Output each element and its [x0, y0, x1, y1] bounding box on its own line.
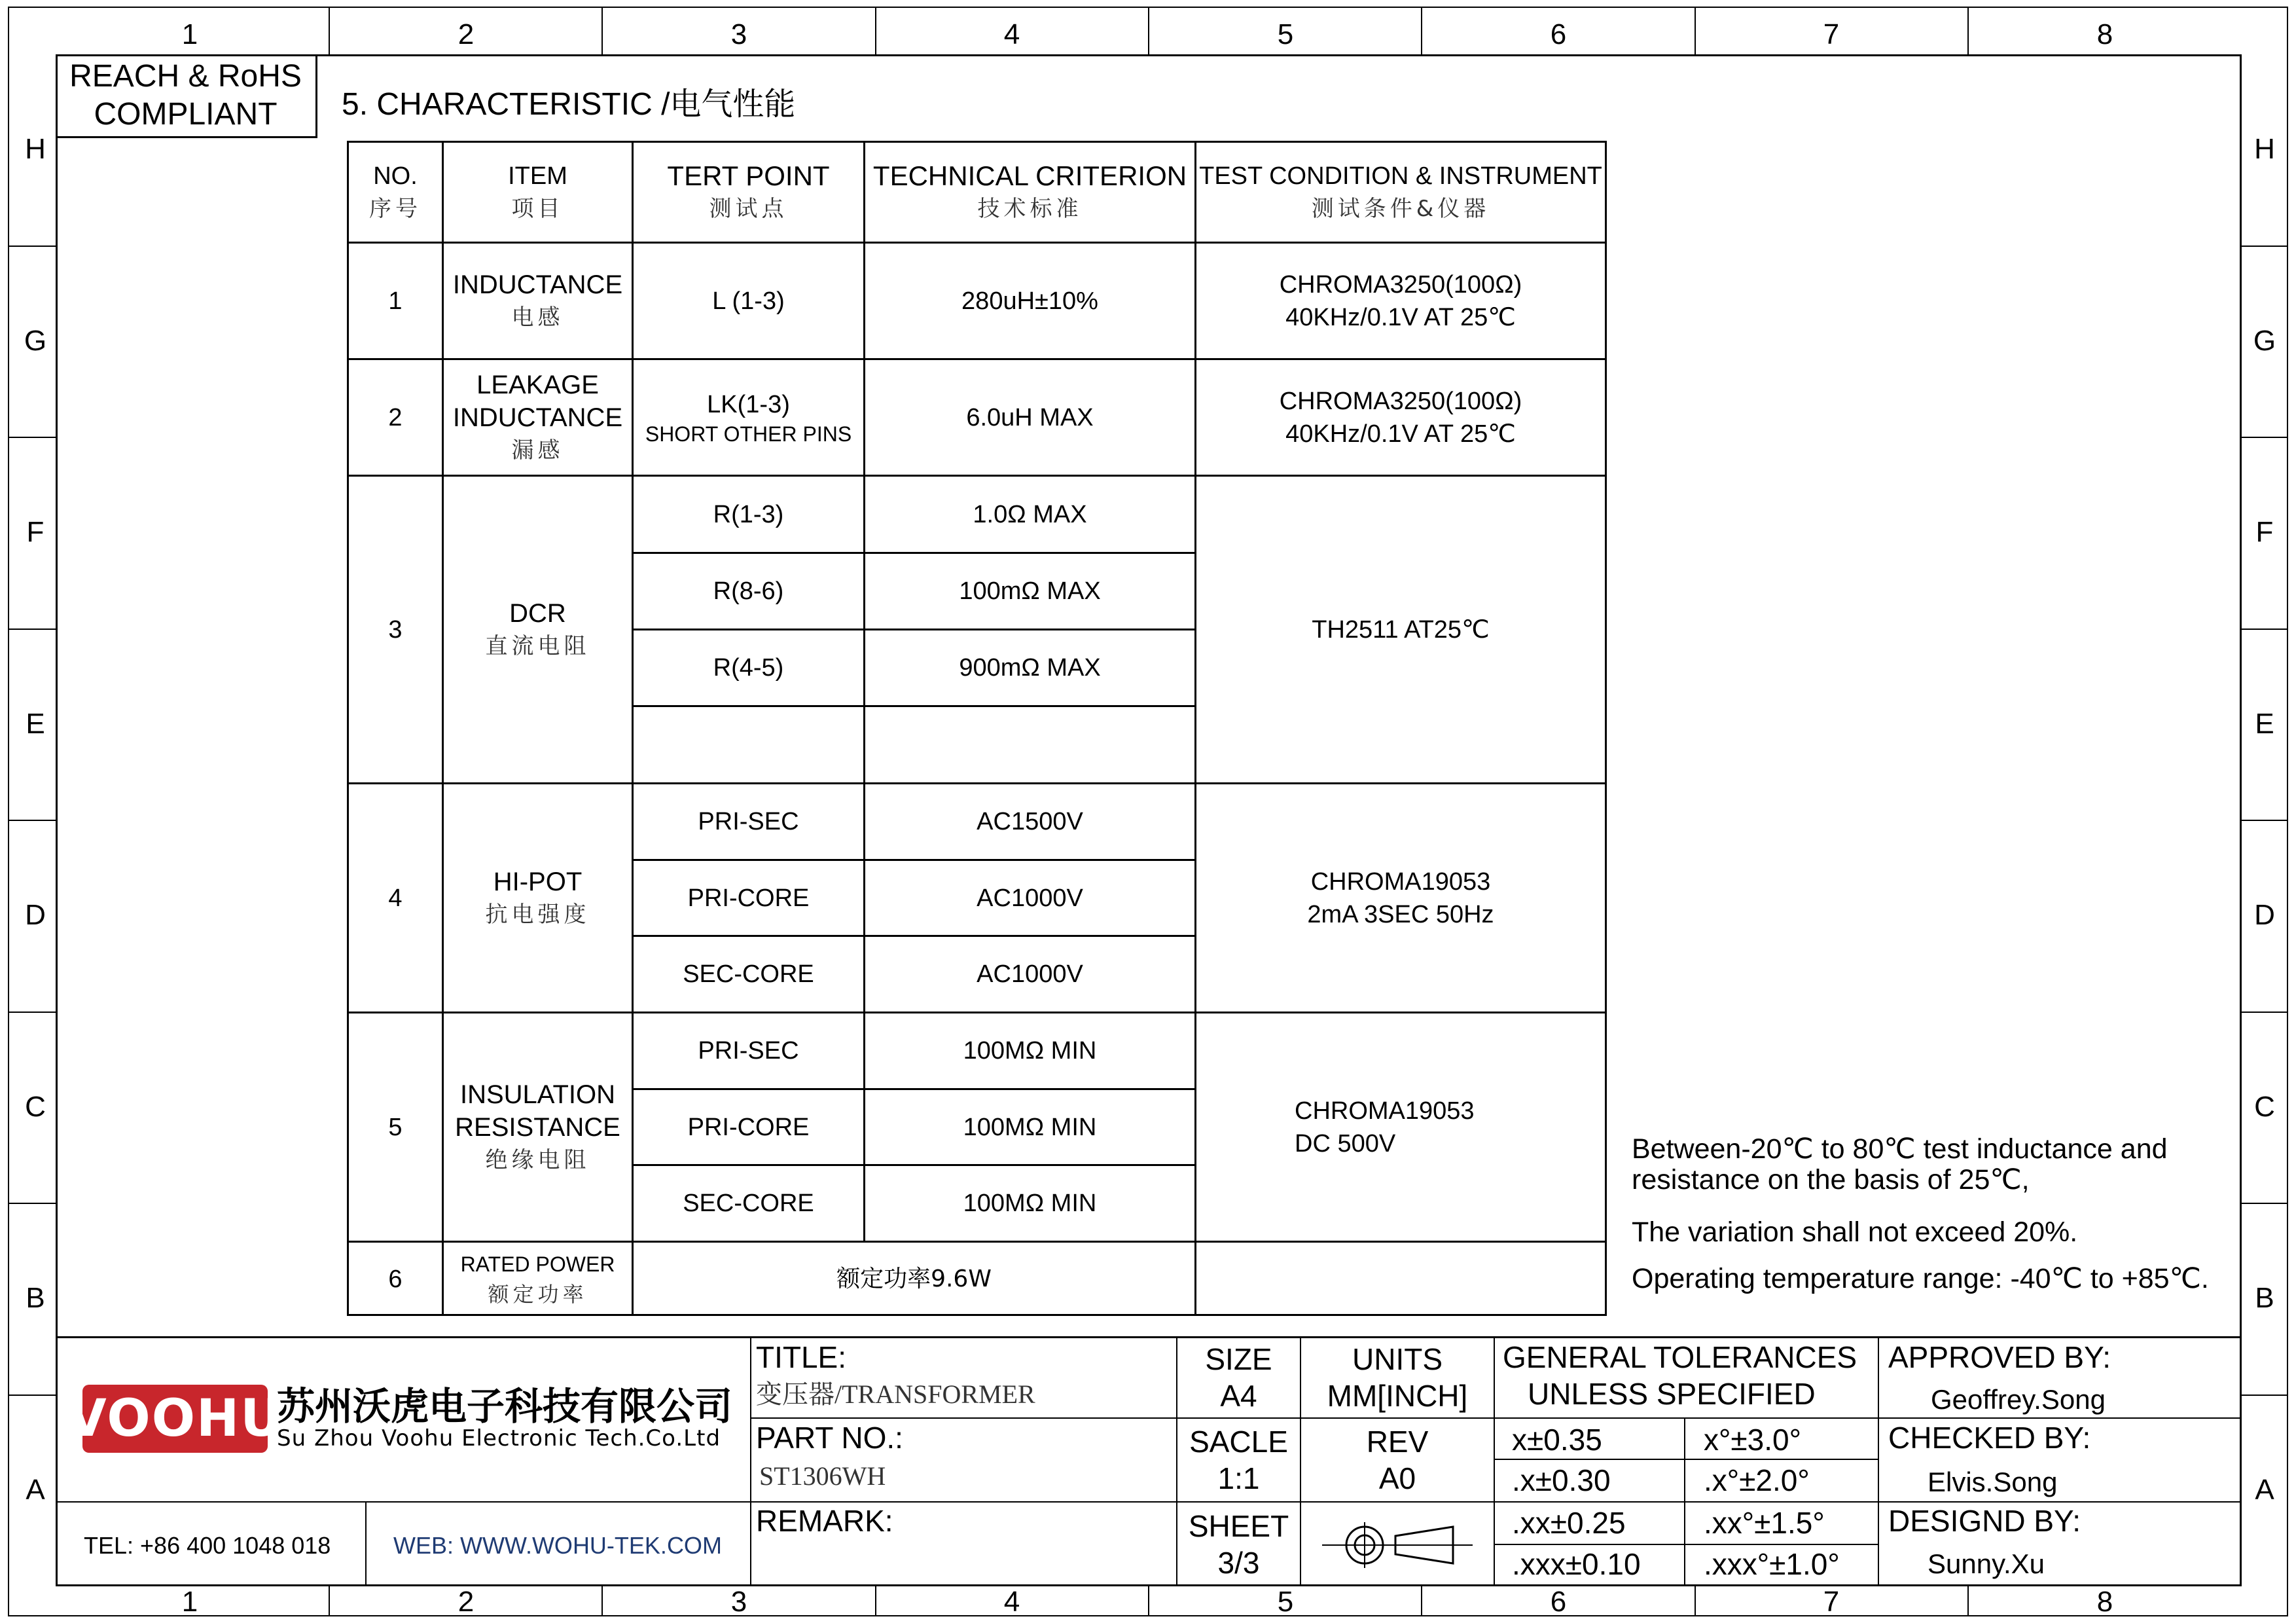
- approved-name: Geoffrey.Song: [1931, 1384, 2106, 1415]
- title-block-line: [1494, 1544, 1878, 1545]
- row4-point-1: PRI-SEC: [698, 808, 799, 835]
- designed-name: Sunny.Xu: [1928, 1548, 2045, 1579]
- row1-point: L (1-3): [712, 287, 785, 315]
- row5-criterion-1: 100MΩ MIN: [963, 1037, 1097, 1065]
- zone-row-label: B: [26, 1282, 45, 1314]
- row4-criterion-2: AC1000V: [977, 884, 1083, 912]
- row5-item-en1: INSULATION: [459, 1080, 616, 1109]
- units-label: UNITS: [1352, 1342, 1443, 1376]
- compliance-box: [56, 54, 317, 138]
- zone-col-label: 6: [1550, 1586, 1567, 1618]
- row1-criterion: 280uH±10%: [961, 287, 1098, 315]
- row6-item-en: RATED POWER: [460, 1252, 615, 1276]
- tolerance-8: .xxx°±1.0°: [1704, 1547, 1840, 1581]
- section-title: 5. CHARACTERISTIC /电气性能: [342, 87, 796, 122]
- title-value: 变压器/TRANSFORMER: [756, 1379, 1035, 1409]
- row-divider: [8, 1203, 56, 1204]
- sheet-cell: [1177, 1503, 1300, 1586]
- zone-row-label: A: [2255, 1474, 2274, 1506]
- row5-point-3: SEC-CORE: [683, 1190, 814, 1217]
- row-divider: [8, 1012, 56, 1013]
- col-divider: [1148, 1586, 1149, 1616]
- note-line2: resistance on the basis of 25℃,: [1632, 1164, 2030, 1195]
- zone-row-label: E: [26, 708, 45, 740]
- col-divider: [875, 1586, 876, 1616]
- tolerance-4: .x°±2.0°: [1704, 1463, 1810, 1497]
- col-divider: [329, 1586, 330, 1616]
- tolerances-title-1: GENERAL TOLERANCES: [1503, 1340, 1857, 1374]
- row2-condition-2: 40KHz/0.1V AT 25℃: [1285, 420, 1516, 448]
- col-divider: [1695, 1586, 1696, 1616]
- row2-item-cn: 漏感: [511, 437, 564, 464]
- zone-col-label: 7: [1823, 1586, 1840, 1618]
- col-divider: [875, 7, 876, 54]
- note-line4: Operating temperature range: -40℃ to +85℃.: [1632, 1263, 2209, 1294]
- row5-point-2: PRI-CORE: [687, 1113, 810, 1141]
- row1-condition-2: 40KHz/0.1V AT 25℃: [1285, 303, 1516, 331]
- rev-label: REV: [1366, 1425, 1429, 1459]
- row4-condition-1: CHROMA19053: [1310, 867, 1491, 896]
- row6-item: [444, 1243, 632, 1316]
- zone-col-label: 5: [1277, 18, 1294, 50]
- sheet-label: SHEET: [1188, 1509, 1289, 1543]
- row4-item-en: HI-POT: [493, 867, 583, 896]
- row2-no: 2: [388, 403, 403, 431]
- row3-criterion-1: 1.0Ω MAX: [973, 500, 1087, 528]
- rev-cell: [1301, 1419, 1494, 1501]
- col-divider: [1967, 1586, 1969, 1616]
- zone-row-label: G: [2253, 325, 2276, 357]
- compliance-line1: REACH & RoHS: [69, 58, 302, 94]
- zone-col-label: 3: [730, 18, 747, 50]
- company-name-en: Su Zhou Voohu Electronic Tech.Co.Ltd: [277, 1425, 721, 1451]
- zone-row-label: D: [2254, 899, 2275, 931]
- row-divider: [8, 820, 56, 821]
- title-block-top: [56, 1336, 2242, 1338]
- tolerances-title-2: UNLESS SPECIFIED: [1528, 1377, 1816, 1411]
- rev-value: A0: [1378, 1461, 1416, 1495]
- company-web: WEB: WWW.WOHU-TEK.COM: [393, 1532, 722, 1559]
- tolerance-1: x±0.35: [1512, 1423, 1602, 1457]
- title-block-line: [1494, 1336, 1495, 1586]
- zone-row-label: C: [2254, 1091, 2275, 1123]
- scale-label: SACLE: [1189, 1425, 1288, 1459]
- row3-item: [444, 477, 632, 782]
- col-divider: [329, 7, 330, 54]
- row2-item: [444, 360, 632, 475]
- row5-no: 5: [388, 1113, 403, 1141]
- zone-col-label: 6: [1550, 18, 1567, 50]
- row5-condition: [1196, 1013, 1605, 1241]
- company-name-cn: 苏州沃虎电子科技有限公司: [277, 1384, 733, 1429]
- title-block-line: [1878, 1417, 2242, 1419]
- row5-item: [444, 1013, 632, 1241]
- header-no-en: NO.: [373, 162, 418, 190]
- header-item-cn: 项目: [511, 195, 564, 222]
- row2-point-sub: SHORT OTHER PINS: [645, 422, 852, 446]
- row3-item-en: DCR: [509, 598, 566, 628]
- header-no: [349, 143, 442, 242]
- zone-row-label: F: [2255, 516, 2274, 548]
- units-cell: [1301, 1338, 1494, 1417]
- row2-point-main: LK(1-3): [707, 390, 790, 418]
- tolerance-7: .xxx±0.10: [1512, 1547, 1641, 1581]
- tolerance-6: .xx°±1.5°: [1704, 1506, 1825, 1540]
- zone-row-label: H: [2254, 133, 2275, 165]
- header-criterion-cn: 技术标准: [977, 195, 1083, 222]
- row-divider: [2242, 246, 2288, 247]
- title-block-line: [1494, 1459, 1878, 1460]
- title-block-line: [750, 1336, 751, 1586]
- row5-criterion-2: 100MΩ MIN: [963, 1113, 1097, 1141]
- zone-col-label: 7: [1823, 18, 1840, 50]
- row2-item-en2: INDUCTANCE: [452, 403, 623, 432]
- zone-col-label: 1: [181, 1586, 198, 1618]
- col-divider: [601, 1586, 603, 1616]
- company-logo: [67, 1385, 283, 1453]
- row4-condition-2: 2mA 3SEC 50Hz: [1307, 900, 1494, 928]
- remark-label: REMARK:: [756, 1504, 893, 1538]
- col-divider: [1148, 7, 1149, 54]
- title-block-line: [56, 1501, 751, 1503]
- zone-row-label: B: [2255, 1282, 2274, 1314]
- header-criterion: [865, 143, 1194, 242]
- row2-point: [634, 360, 863, 475]
- title-block-line: [1878, 1336, 1879, 1586]
- row5-criterion-3: 100MΩ MIN: [963, 1190, 1097, 1217]
- units-value: MM[INCH]: [1327, 1379, 1468, 1413]
- size-label: SIZE: [1205, 1342, 1272, 1376]
- col-divider: [601, 7, 603, 54]
- header-item: [444, 143, 632, 242]
- tolerance-2: x°±3.0°: [1704, 1423, 1801, 1457]
- row1-item-cn: 电感: [511, 304, 564, 331]
- scale-cell: [1177, 1419, 1300, 1501]
- row5-condition-2: DC 500V: [1295, 1129, 1396, 1158]
- row1-condition: [1196, 244, 1605, 358]
- row-divider: [8, 437, 56, 438]
- part-value: ST1306WH: [759, 1461, 886, 1491]
- row6-value: 额定功率9.6W: [836, 1266, 992, 1292]
- header-no-cn: 序号: [369, 195, 422, 222]
- row-divider: [2242, 1203, 2288, 1204]
- zone-col-label: 8: [2096, 18, 2113, 50]
- row-divider: [2242, 1395, 2288, 1396]
- table-subline: [632, 705, 1194, 707]
- zone-row-label: F: [26, 516, 45, 548]
- checked-label: CHECKED BY:: [1888, 1421, 2091, 1455]
- row1-condition-1: CHROMA3250(100Ω): [1279, 270, 1522, 299]
- zone-row-label: E: [2255, 708, 2274, 740]
- col-divider: [1695, 7, 1696, 54]
- row6-item-cn: 额定功率: [488, 1282, 588, 1307]
- approved-label: APPROVED BY:: [1888, 1340, 2111, 1374]
- row4-point-3: SEC-CORE: [683, 960, 814, 988]
- part-label: PART NO.:: [756, 1421, 903, 1455]
- size-cell: [1177, 1338, 1300, 1417]
- tolerance-5: .xx±0.25: [1512, 1506, 1626, 1540]
- row4-item: [444, 784, 632, 1012]
- title-label: TITLE:: [756, 1340, 847, 1374]
- company-tel: TEL: +86 400 1048 018: [84, 1532, 331, 1559]
- row-divider: [2242, 1012, 2288, 1013]
- compliance-line2: COMPLIANT: [94, 96, 278, 132]
- col-divider: [1421, 1586, 1422, 1616]
- row4-no: 4: [388, 884, 403, 912]
- row4-condition: [1196, 784, 1605, 1012]
- zone-col-label: 2: [457, 18, 475, 50]
- zone-row-label: H: [25, 133, 46, 165]
- row2-item-en1: LEAKAGE: [476, 370, 599, 399]
- row4-point-2: PRI-CORE: [687, 884, 810, 912]
- designed-label: DESIGND BY:: [1888, 1504, 2081, 1538]
- row3-no: 3: [388, 615, 403, 644]
- zone-col-label: 1: [181, 18, 198, 50]
- zone-col-label: 2: [457, 1586, 475, 1618]
- row3-point-3: R(4-5): [713, 654, 784, 682]
- zone-col-label: 4: [1003, 18, 1020, 50]
- row3-point-1: R(1-3): [713, 500, 784, 528]
- zone-col-label: 8: [2096, 1586, 2113, 1618]
- zone-col-label: 3: [730, 1586, 747, 1618]
- logo-text: VOOHU: [67, 1389, 283, 1448]
- row3-condition: TH2511 AT25℃: [1312, 615, 1490, 644]
- row2-condition: [1196, 360, 1605, 475]
- zone-row-label: C: [25, 1091, 46, 1123]
- size-value: A4: [1220, 1379, 1257, 1413]
- header-test-point: [634, 143, 863, 242]
- row1-item-en: INDUCTANCE: [452, 270, 623, 299]
- header-condition-cn: 测试条件&仪器: [1311, 195, 1490, 222]
- scale-value: 1:1: [1217, 1461, 1260, 1495]
- note-line1: Between-20℃ to 80℃ test inductance and: [1632, 1133, 2168, 1165]
- header-condition: [1196, 143, 1605, 242]
- row6-no: 6: [388, 1266, 403, 1293]
- sheet-value: 3/3: [1217, 1546, 1260, 1580]
- header-condition-en: TEST CONDITION & INSTRUMENT: [1199, 162, 1602, 190]
- header-criterion-en: TECHNICAL CRITERION: [872, 160, 1187, 191]
- zone-col-label: 5: [1277, 1586, 1294, 1618]
- row5-condition-1: CHROMA19053: [1295, 1097, 1475, 1125]
- row-divider: [8, 1395, 56, 1396]
- row-divider: [8, 629, 56, 630]
- row4-criterion-3: AC1000V: [977, 960, 1083, 988]
- col-divider: [1967, 7, 1969, 54]
- zone-row-label: G: [24, 325, 47, 357]
- row5-item-en2: RESISTANCE: [455, 1112, 620, 1142]
- row4-criterion-1: AC1500V: [977, 808, 1083, 835]
- row5-item-cn: 绝缘电阻: [485, 1146, 590, 1173]
- header-test-point-cn: 测试点: [709, 195, 788, 222]
- title-block-line: [365, 1501, 367, 1586]
- zone-row-label: D: [25, 899, 46, 931]
- header-test-point-en: TERT POINT: [667, 160, 830, 191]
- row1-no: 1: [388, 287, 403, 315]
- row2-criterion: 6.0uH MAX: [966, 403, 1094, 431]
- row1-item: [444, 244, 632, 358]
- zone-row-label: A: [26, 1474, 45, 1506]
- row5-point-1: PRI-SEC: [698, 1037, 799, 1065]
- row3-criterion-3: 900mΩ MAX: [959, 654, 1101, 682]
- title-block-line: [1494, 1501, 1878, 1503]
- row-divider: [2242, 820, 2288, 821]
- row4-item-cn: 抗电强度: [485, 901, 590, 928]
- row3-item-cn: 直流电阻: [485, 632, 590, 659]
- header-item-en: ITEM: [508, 162, 567, 190]
- row-divider: [8, 246, 56, 247]
- row3-point-2: R(8-6): [713, 577, 784, 605]
- projection-symbol-icon: [1322, 1519, 1473, 1571]
- row-divider: [2242, 629, 2288, 630]
- note-line3: The variation shall not exceed 20%.: [1632, 1216, 2078, 1248]
- checked-name: Elvis.Song: [1928, 1467, 2058, 1497]
- col-divider: [1421, 7, 1422, 54]
- zone-col-label: 4: [1003, 1586, 1020, 1618]
- row3-criterion-2: 100mΩ MAX: [959, 577, 1101, 605]
- row-divider: [2242, 437, 2288, 438]
- tolerance-3: .x±0.30: [1512, 1463, 1611, 1497]
- row2-condition-1: CHROMA3250(100Ω): [1279, 387, 1522, 415]
